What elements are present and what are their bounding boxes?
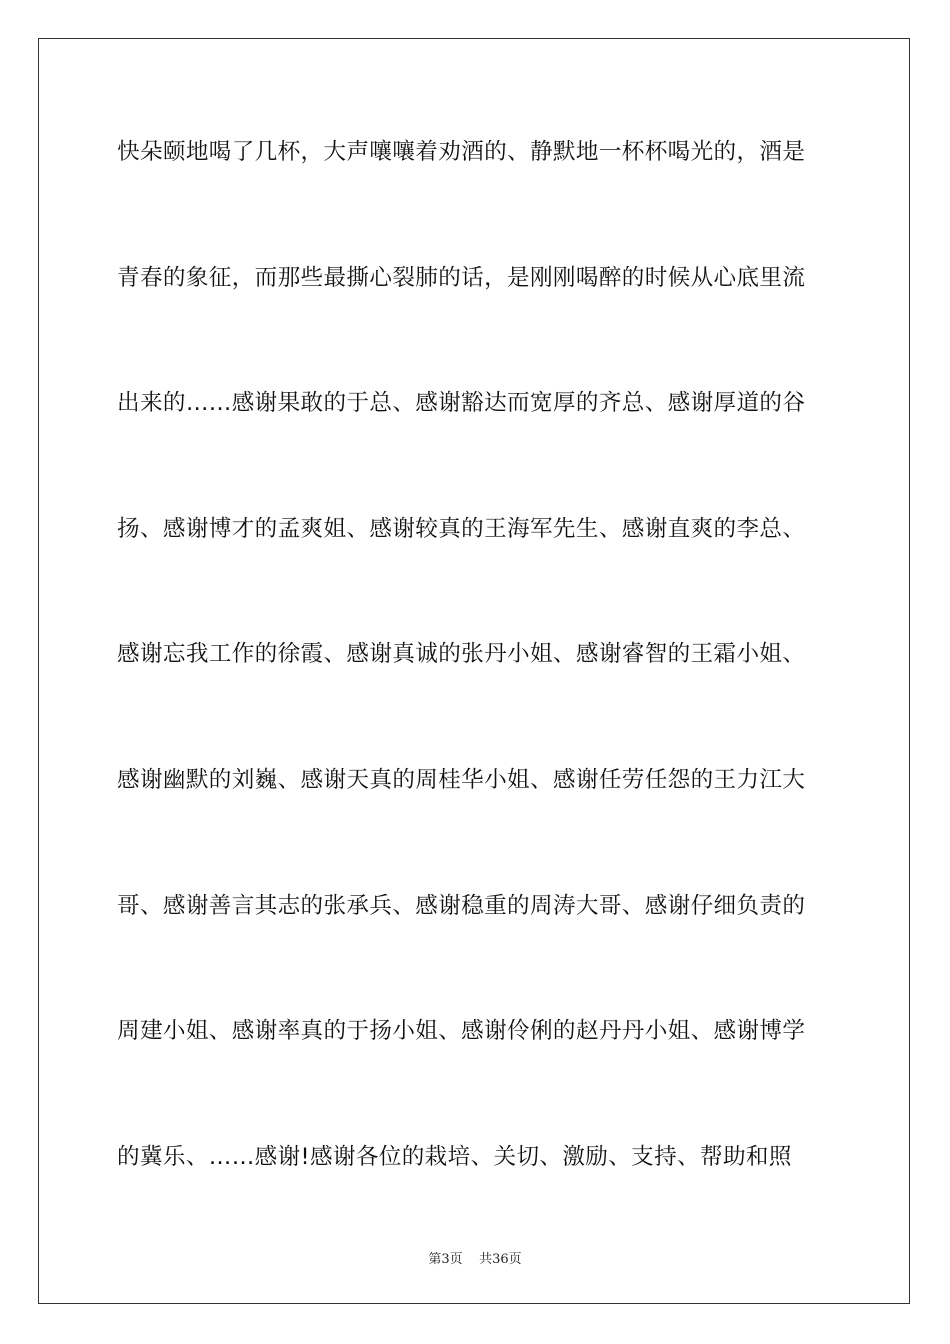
text-line: 青春的象征，而那些最撕心裂肺的话，是刚刚喝醉的时候从心底里流: [117, 264, 806, 291]
text-line: 的冀乐、……感谢!感谢各位的栽培、关切、激励、支持、帮助和照: [117, 1143, 792, 1170]
text-line: 感谢忘我工作的徐霞、感谢真诚的张丹小姐、感谢睿智的王霜小姐、: [117, 641, 806, 668]
page-footer: [0, 1248, 950, 1267]
text-line: 扬、感谢博才的孟爽姐、感谢较真的王海军先生、感谢直爽的李总、: [117, 515, 806, 542]
page-total: 共36页: [479, 1252, 522, 1267]
page-number: 第3页: [428, 1252, 463, 1267]
text-line: 哥、感谢善言其志的张承兵、感谢稳重的周涛大哥、感谢仔细负责的: [117, 892, 806, 919]
text-line: 周建小姐、感谢率真的于扬小姐、感谢伶俐的赵丹丹小姐、感谢博学: [117, 1018, 806, 1045]
text-line: 感谢幽默的刘巍、感谢天真的周桂华小姐、感谢任劳任怨的王力江大: [117, 766, 806, 793]
footer-gap: [463, 1252, 480, 1267]
text-line: 快朵颐地喝了几杯，大声嚷嚷着劝酒的、静默地一杯杯喝光的，酒是: [117, 139, 806, 165]
document-body: [117, 132, 833, 1262]
text-line: 出来的……感谢果敢的于总、感谢豁达而宽厚的齐总、感谢厚道的谷: [117, 390, 806, 417]
